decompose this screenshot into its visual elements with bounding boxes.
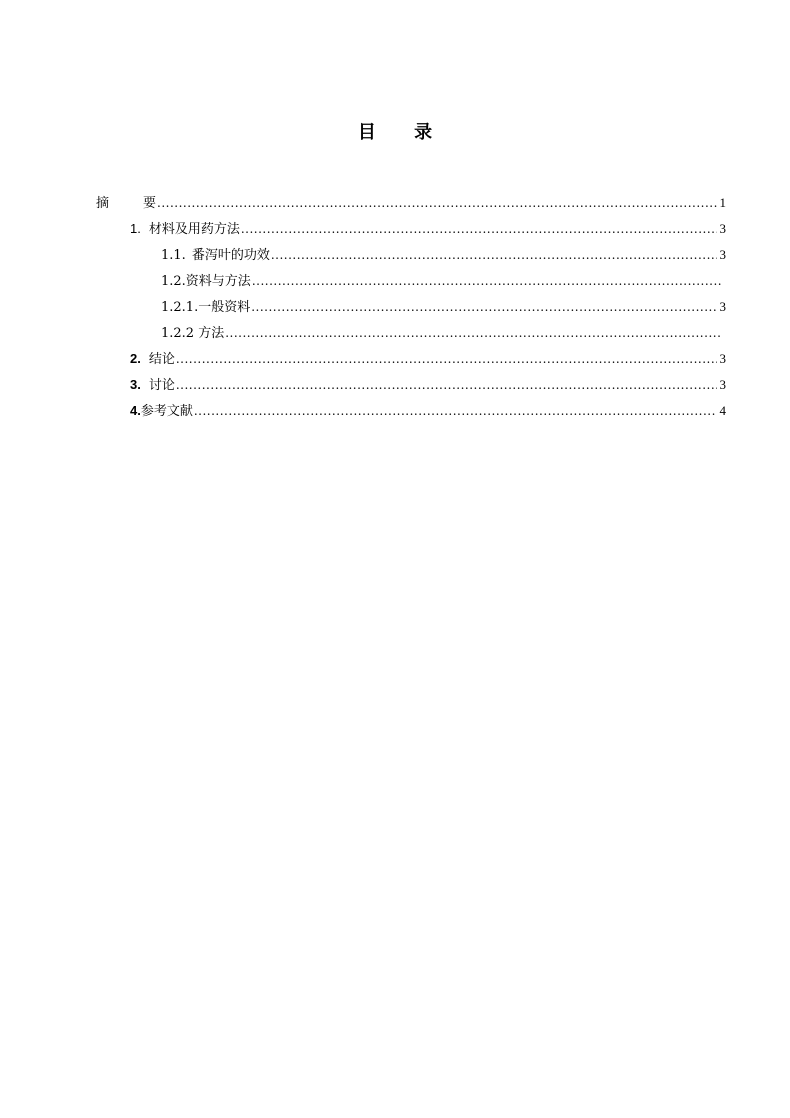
- toc-entry-text: 1.2.1.一般资料: [161, 300, 251, 315]
- toc-entry-label: [161, 297, 250, 319]
- toc-leader-dots: [252, 270, 722, 292]
- toc-entry-label: [130, 400, 193, 423]
- toc-entry-text: 参考文献: [140, 404, 193, 419]
- toc-entry-1[interactable]: [130, 218, 726, 240]
- toc-page-number: 3: [719, 299, 726, 314]
- toc-entry-text: 讨论: [148, 378, 175, 393]
- toc-entry-1-2[interactable]: [161, 270, 723, 292]
- toc-entry-label: [130, 218, 240, 241]
- toc-entry-4[interactable]: [130, 400, 726, 422]
- toc-entry-number: 1.1.: [161, 248, 186, 263]
- toc-page-number: 4: [719, 403, 726, 418]
- toc-leader-dots: [225, 322, 722, 344]
- toc-leader-dots: [176, 348, 717, 370]
- toc-leader-dots: [194, 400, 717, 422]
- toc-entry-label-part2: 要: [143, 196, 157, 211]
- toc-page-number: 3: [719, 221, 726, 236]
- toc-leader-dots: [251, 296, 717, 318]
- toc-entry-text: 1.2.资料与方法: [161, 274, 251, 289]
- toc-entry-label: [96, 193, 156, 215]
- toc-page-number: 3: [719, 351, 726, 366]
- toc-entry-label: [130, 348, 175, 371]
- toc-entry-label: [161, 245, 270, 267]
- toc-entry-text: 结论: [148, 352, 175, 367]
- toc-entry-1-1[interactable]: [161, 244, 726, 266]
- toc-leader-dots: [271, 244, 717, 266]
- toc-entry-label: [161, 271, 251, 293]
- toc-entry-3[interactable]: [130, 374, 726, 396]
- toc-entry-label: [161, 323, 224, 345]
- toc-entry-abstract[interactable]: [96, 192, 726, 214]
- toc-entry-number: 2.: [130, 351, 141, 366]
- toc-leader-dots: [176, 374, 717, 396]
- toc-entry-number: 4.: [130, 403, 141, 418]
- toc-leader-dots: [241, 218, 717, 240]
- toc-page-number: 3: [719, 377, 726, 392]
- toc-entry-label-part1: 摘: [96, 196, 110, 211]
- toc-entry-number: 3.: [130, 377, 141, 392]
- toc-entry-1-2-2[interactable]: [161, 322, 723, 344]
- toc-entry-text: 材料及用药方法: [148, 222, 240, 237]
- toc-entry-1-2-1[interactable]: [161, 296, 726, 318]
- toc-page-number: 3: [719, 247, 726, 262]
- toc-leader-dots: [157, 192, 717, 214]
- toc-entry-label: [130, 374, 175, 397]
- toc-entry-number: 1.: [130, 221, 141, 236]
- toc-entry-text: 番泻叶的功效: [191, 248, 270, 263]
- toc-entry-text: 1.2.2 方法: [161, 326, 225, 341]
- toc-page-number: 1: [719, 195, 726, 210]
- toc-entry-2[interactable]: [130, 348, 726, 370]
- page-title: 目 录: [357, 122, 449, 143]
